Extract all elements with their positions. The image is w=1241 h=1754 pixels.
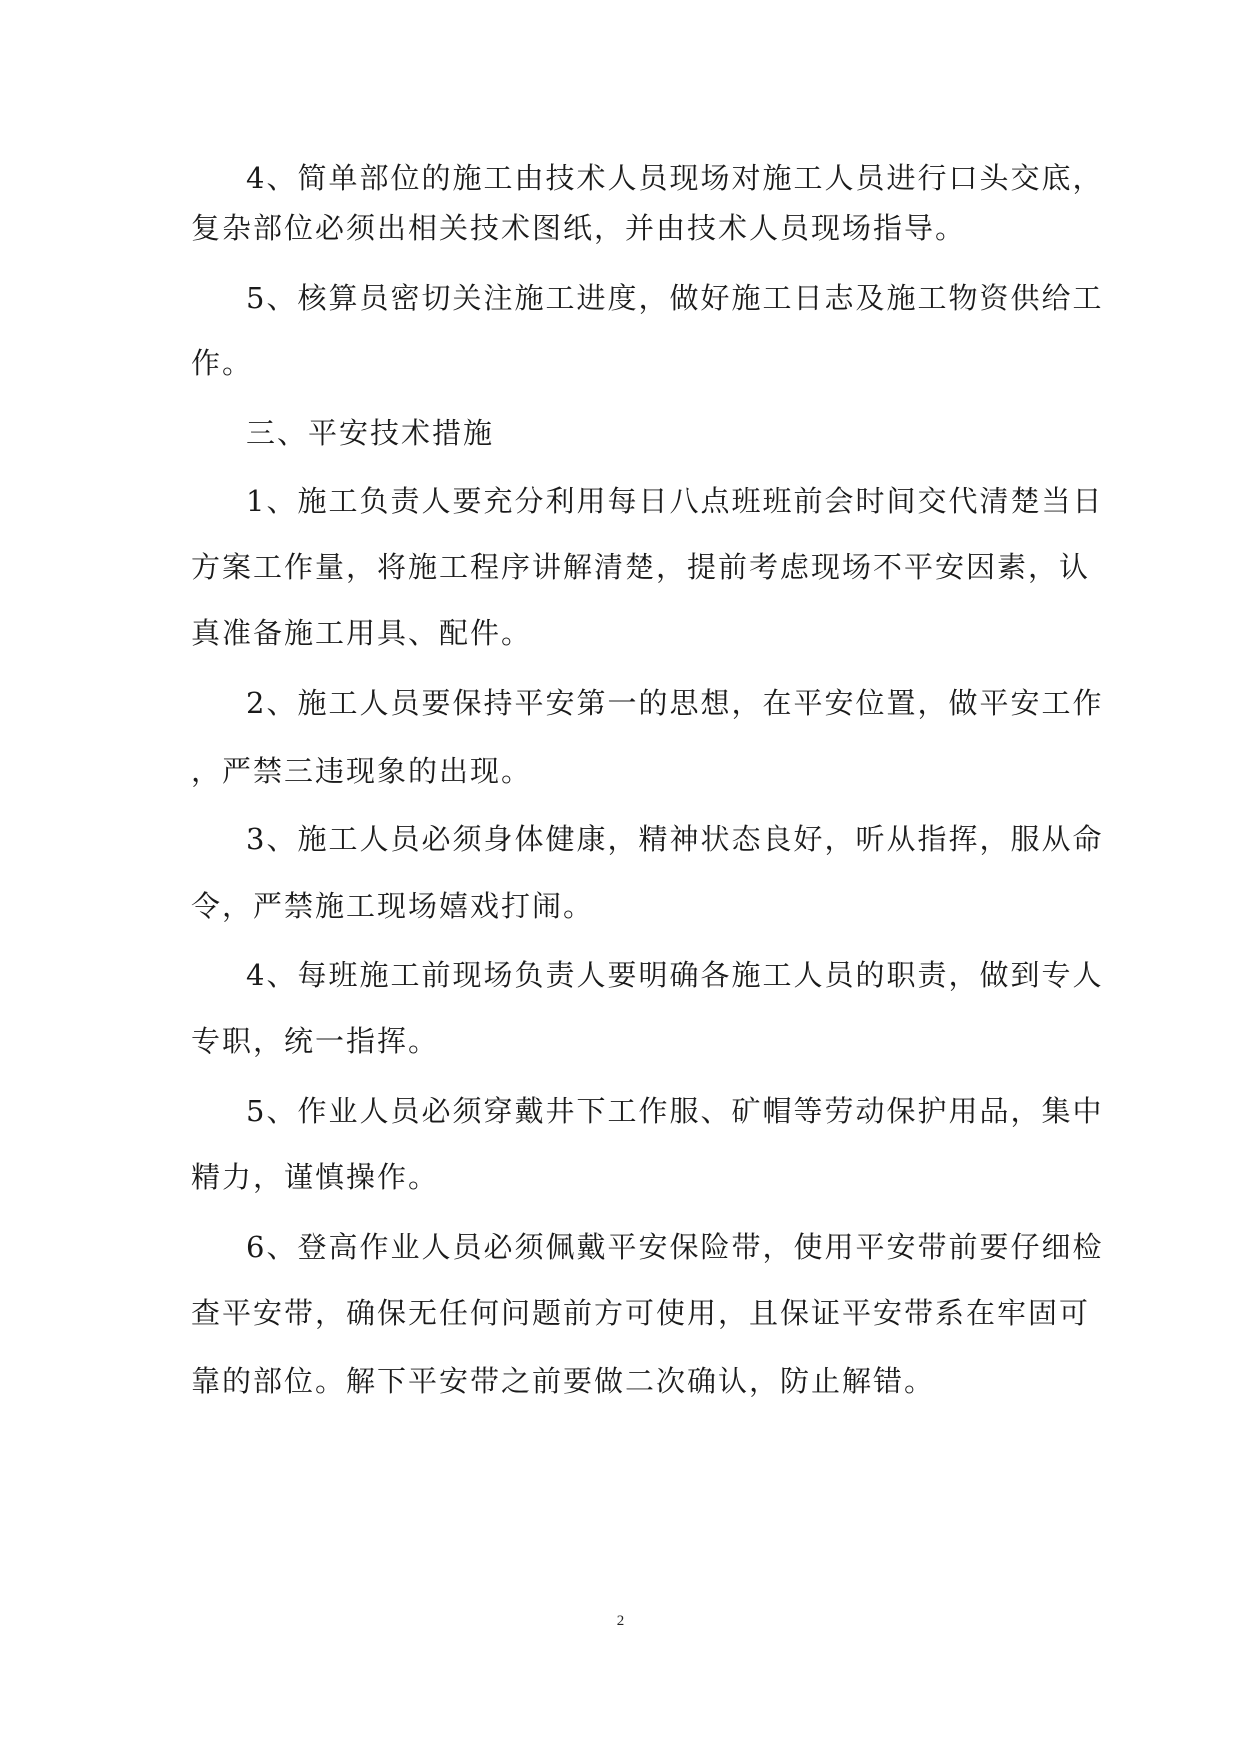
safety-item-5-line-1: 5、作业人员必须穿戴井下工作服、矿帽等劳动保护用品，集中	[246, 1094, 1104, 1128]
paragraph-4-line-1: 4、简单部位的施工由技术人员现场对施工人员进行口头交底，	[246, 161, 1104, 195]
paragraph-5-line-2: 作。	[191, 346, 254, 380]
safety-item-3-line-2: 令，严禁施工现场嬉戏打闹。	[191, 889, 595, 923]
paragraph-5-line-1: 5、核算员密切关注施工进度，做好施工日志及施工物资供给工	[246, 281, 1104, 315]
section-heading: 三、平安技术措施	[246, 416, 495, 450]
safety-item-1-line-1: 1、施工负责人要充分利用每日八点班班前会时间交代清楚当日	[246, 484, 1104, 518]
safety-item-2-line-2: ，严禁三违现象的出现。	[191, 754, 533, 788]
safety-item-1-line-2: 方案工作量，将施工程序讲解清楚，提前考虑现场不平安因素，认	[191, 550, 1091, 584]
safety-item-4-line-2: 专职，统一指挥。	[191, 1024, 440, 1058]
safety-item-1-line-3: 真准备施工用具、配件。	[191, 616, 533, 650]
page-number: 2	[616, 1613, 625, 1629]
safety-item-2-line-1: 2、施工人员要保持平安第一的思想，在平安位置，做平安工作	[246, 686, 1104, 720]
safety-item-6-line-2: 查平安带，确保无任何问题前方可使用，且保证平安带系在牢固可	[191, 1296, 1091, 1330]
safety-item-3-line-1: 3、施工人员必须身体健康，精神状态良好，听从指挥，服从命	[246, 822, 1104, 856]
safety-item-5-line-2: 精力，谨慎操作。	[191, 1160, 440, 1194]
safety-item-6-line-1: 6、登高作业人员必须佩戴平安保险带，使用平安带前要仔细检	[246, 1230, 1104, 1264]
paragraph-4-line-2: 复杂部位必须出相关技术图纸，并由技术人员现场指导。	[191, 211, 967, 245]
safety-item-6-line-3: 靠的部位。解下平安带之前要做二次确认，防止解错。	[191, 1364, 936, 1398]
safety-item-4-line-1: 4、每班施工前现场负责人要明确各施工人员的职责，做到专人	[246, 958, 1104, 992]
